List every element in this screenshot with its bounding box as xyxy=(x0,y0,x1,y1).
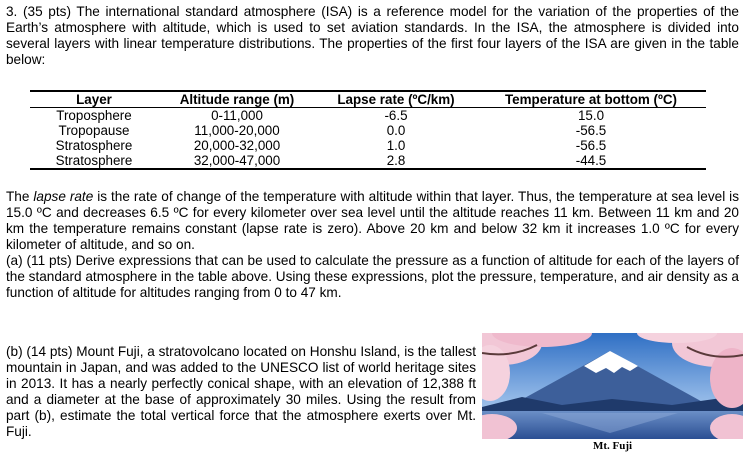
cell-lapse-rate: 0.0 xyxy=(386,123,406,138)
mt-fuji-photo xyxy=(482,333,743,439)
part-b: (b) (14 pts) Mount Fuji, a stratovolcano located on Honshu Island, is the tallest mountain in Japan, and was added to the UNESCO list of world heritage sites in 2013. It has a nearly perfectly conical shape, with an elevation of 12,388 ft and a diameter at the base of approximately 30 miles. Using the result from part (b), estimate the total vertical force that the atmosphere exerts over Mt. Fuji. xyxy=(6,344,476,439)
lapse-rate-pre: The xyxy=(6,189,34,204)
table-header-row xyxy=(30,91,706,108)
cell-lapse-rate: 2.8 xyxy=(316,153,476,169)
cell-lapse-rate: -6.5 xyxy=(384,108,408,123)
cell-altitude: 11,000-20,000 xyxy=(194,123,280,138)
lapse-rate-post: is the rate of change of the temperature with altitude within that layer. Thus, the temperature at sea level is 15.0 ºC and decreases 6.5 ºC for every kilometer over sea level until the altitude reaches 11 km. Between 11 km and 20 km the temperature remains constant (lapse rate is zero). Above 20 km and below 32 km it increases 1.0 ºC for every kilometer of altitude, and so on. xyxy=(6,189,739,252)
mt-fuji-illustration xyxy=(482,333,743,439)
cell-temperature: -56.5 xyxy=(575,138,607,153)
figure-caption: Mt. Fuji xyxy=(592,440,633,452)
header-altitude: Altitude range (m) xyxy=(158,91,316,108)
table-row xyxy=(30,138,706,153)
lapse-rate-paragraph xyxy=(6,189,739,253)
lapse-rate-term: lapse rate xyxy=(33,189,94,204)
header-layer: Layer xyxy=(30,91,158,108)
cell-layer: Stratosphere xyxy=(30,153,158,169)
cell-layer: Tropopause xyxy=(58,123,130,138)
table-row xyxy=(30,108,706,124)
cell-lapse-rate: 1.0 xyxy=(386,138,406,153)
cell-altitude: 20,000-32,000 xyxy=(193,138,281,153)
isa-table xyxy=(30,90,706,170)
table-row xyxy=(30,153,706,169)
cell-layer: Stratosphere xyxy=(55,138,133,153)
table-row xyxy=(30,123,706,138)
cell-altitude: 32,000-47,000 xyxy=(158,153,316,169)
cell-altitude: 0-11,000 xyxy=(211,108,263,123)
cell-temperature: -44.5 xyxy=(476,153,706,169)
cell-temperature: -56.5 xyxy=(575,123,607,138)
cell-layer: Troposphere xyxy=(56,108,132,123)
cell-temperature: 15.0 xyxy=(577,108,605,123)
part-a: (a) (11 pts) Derive expressions that can be used to calculate the pressure as a function of altitude for each of the layers of the standard atmosphere in the table above. Using these expressions, plot the pressure, temperature, and air density as a function of altitude for altitudes ranging from 0 to 47 km. xyxy=(6,253,739,300)
problem-intro: 3. (35 pts) The international standard atmosphere (ISA) is a reference model for the variation of the properties of the Earth’s atmosphere with altitude, which is used to set aviation standards. In the ISA, the atmosphere is divided into several layers with linear temperature distributions. The properties of the first four layers of the ISA are given in the table below: xyxy=(6,4,739,67)
header-lapse-rate: Lapse rate (ºC/km) xyxy=(316,91,476,108)
header-temperature: Temperature at bottom (ºC) xyxy=(476,91,706,108)
